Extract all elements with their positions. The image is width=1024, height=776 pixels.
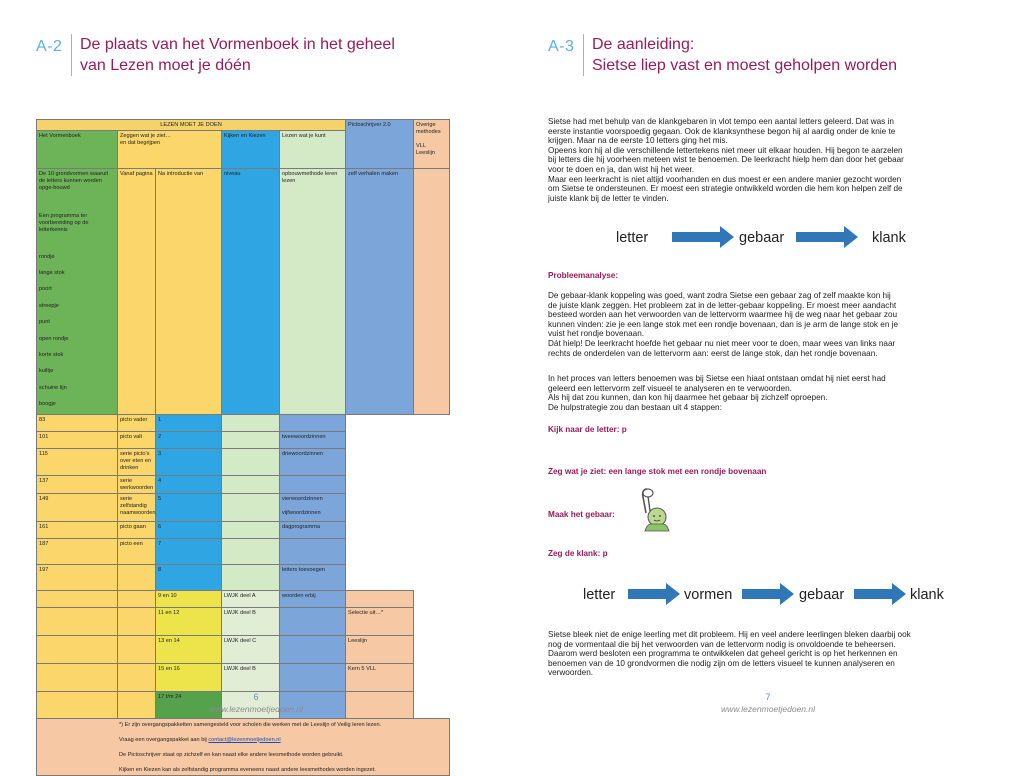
arrow-icon (628, 583, 680, 605)
text-line: Sietse had met behulp van de klankgebaren in vlot tempo een aantal letters geleerd. Dat was in (548, 117, 894, 126)
page-cell: 83 (37, 415, 118, 432)
text-line: geleerd een lettervorm zelf visueel te analyseren en te verwoorden. (548, 383, 792, 393)
header-divider (71, 34, 72, 76)
vormenboek-column: De 10 grondvormen waaruit de letters kunnen worden opge-bouwd Een programma ter voorbereiding op de letterkennis rondje lange stok poort streepje punt open rondje korte stok kuiltje schuine lijn boogje (37, 169, 118, 415)
page-cell (37, 591, 118, 608)
left-page (0, 0, 512, 773)
step-4: Zeg de klank: p (548, 549, 608, 558)
lwjk-cell (222, 522, 280, 539)
lwjk-cell: LWJK deel C (222, 636, 280, 664)
picto-cell: vierwoordzinnen vijfwoordzinnen (280, 494, 346, 522)
lwjk-cell: LWJK deel B (222, 664, 280, 692)
page-cell: 149 (37, 494, 118, 522)
picto-cell: driewoordzinnen (280, 449, 346, 476)
page-cell: 137 (37, 476, 118, 494)
picto-cell: letters toevoegen (280, 565, 346, 591)
lwjk-cell: LWJK deel A (222, 591, 280, 608)
table-row (37, 608, 450, 636)
flow1-letter: letter (616, 230, 649, 246)
page-cell: 197 (37, 565, 118, 591)
text-line: Maar een leerkracht is niet altijd voorhanden en dus moest er een andere manier gezocht worden (548, 174, 902, 184)
flow2-letter: letter (583, 587, 616, 603)
website-footer: www.lezenmoetjedoen.nl (720, 704, 816, 714)
overige-cell: Leeslijn (346, 636, 414, 664)
section-number: A-3 (548, 38, 575, 55)
text-line: Sietse bleek niet de enige leerling met dit probleem. Hij en veel andere leerlingen bleken daarbij ook (548, 630, 911, 639)
probleem-heading: Probleemanalyse: (548, 271, 619, 280)
niveau-cell: 8 (156, 565, 222, 591)
arrow-icon (796, 226, 858, 248)
col-header-lezen: Lezen wat je kunt (280, 131, 346, 169)
subheader-vanaf: Vanaf pagina (118, 169, 156, 415)
step-3: Maak het gebaar: (548, 510, 615, 519)
intro-cell: serie picto’s over eten en drinken (118, 449, 156, 476)
niveau-cell: 7 (156, 539, 222, 565)
table-row (37, 591, 450, 608)
pictoschrijver-header: Pictoschrijver 2.0 (346, 120, 414, 169)
text-line: Dát hielp! De leerkracht hoefde het gebaar nu niet meer voor te doen, maar wees van links naar (548, 338, 896, 348)
overige-cell (346, 692, 414, 719)
picto-cell (280, 476, 346, 494)
flow2-vormen: vormen (684, 587, 733, 603)
text-line: nog de vormentaal die bij het verwoorden van de lettervorm nodig is onvoldoende te beheersen. (548, 639, 896, 649)
page-cell: 187 (37, 539, 118, 565)
intro-cell (118, 608, 156, 636)
table-row (37, 432, 450, 449)
niveau-cell: 5 (156, 494, 222, 522)
page-cell: 161 (37, 522, 118, 539)
gesture-figure-icon (637, 487, 673, 531)
title-line-1: De aanleiding: (592, 36, 695, 53)
text-line: krijgen. Maar na de eerste 10 letters ging het mis. (548, 136, 728, 146)
col-header-zeggen: Zeggen wat je ziet… en dat begrijpen (118, 131, 222, 169)
table-row (37, 415, 450, 432)
picto-cell (280, 608, 346, 636)
flow-diagram-2 (580, 580, 960, 610)
right-page (512, 0, 1024, 724)
overige-cell: Kern 5 VLL (346, 664, 414, 692)
picto-cell (280, 636, 346, 664)
flow1-klank: klank (872, 230, 906, 246)
text-line: juiste klank bij de letter te vinden. (548, 193, 669, 203)
text-line: bij letters die hij voorheen meteen wist te benoemen. De leerkracht hielp hem dan door het gebaar (548, 155, 904, 165)
picto-cell (280, 539, 346, 565)
niveau-cell: 11 en 12 (156, 608, 222, 636)
table-row (37, 449, 450, 476)
text-line: de juiste klank zeggen. Het probleem zat in de letter-gebaar koppeling. Er moest meer aandacht (548, 300, 897, 310)
intro-cell (118, 664, 156, 692)
text-line: besteed worden aan het verwoorden van de lettervorm waarmee hij de weg naar het gebaar zou (548, 310, 898, 320)
intro-cell: serie werkwoorden (118, 476, 156, 494)
niveau-cell: 6 (156, 522, 222, 539)
program-overview-table (36, 119, 450, 776)
section-number: A-2 (36, 38, 63, 55)
footnote-3: De Pictoschrijver staat op zichzelf en kan naast elke andere leesmethode worden gebruikt. (119, 751, 344, 758)
text-line: Daarom werd besloten een programma te ontwikkelen dat geheel gericht is op het herkennen en (548, 649, 898, 659)
text-line: kunnen vinden: zie je een lange stok met een rondje bovenaan, dan is je arm de lange stok en je (548, 319, 899, 329)
intro-cell (118, 565, 156, 591)
page-cell (37, 608, 118, 636)
page-title (592, 34, 897, 76)
intro-cell (118, 591, 156, 608)
subheader-opbouw: opbouwmethode leren lezen (280, 169, 346, 415)
col-header-kijken: Kijken en Kiezen (222, 131, 280, 169)
overige-cell: Selectie uit…* (346, 608, 414, 636)
intro-paragraph (548, 117, 988, 203)
text-line: benoemen van de 10 grondvormen die nodig zijn om de letters visueel te kunnen analyseren en (548, 658, 895, 668)
text-line: vuist het rondje bovenaan. (548, 329, 645, 339)
intro-cell: picto valt (118, 432, 156, 449)
overige-empty (414, 169, 450, 415)
lwjk-cell (222, 494, 280, 522)
table-row (37, 664, 450, 692)
page-cell (37, 692, 118, 719)
lwjk-cell: LWJK deel B (222, 608, 280, 636)
niveau-cell: 9 en 10 (156, 591, 222, 608)
flow-diagram-1 (610, 223, 906, 253)
lwjk-cell (222, 565, 280, 591)
niveau-cell: 4 (156, 476, 222, 494)
probleem-paragraph (548, 291, 988, 358)
flow2-klank: klank (910, 587, 944, 603)
header-divider (583, 34, 584, 76)
text-line: Als hij dat zou kunnen, dan kon hij daarmee het gebaar bij zichzelf oproepen. (548, 393, 828, 403)
intro-cell: picto een (118, 539, 156, 565)
table-row (37, 636, 450, 664)
footnote-4: Kijken en Kiezen kan als zelfstandig programma eveneens naast andere leesmethodes worden ingezet. (119, 766, 376, 773)
flow2-gebaar: gebaar (799, 587, 845, 603)
subheader-niveau: niveau (222, 169, 280, 415)
lwjk-cell (222, 432, 280, 449)
table-row (37, 476, 450, 494)
niveau-cell: 17 t/m 24 (156, 692, 222, 719)
title-line-1: De plaats van het Vormenboek in het geheel (80, 36, 395, 53)
page-cell (37, 664, 118, 692)
niveau-cell: 13 en 14 (156, 636, 222, 664)
text-line: In het proces van letters benoemen was bij Sietse een hiaat ontstaan omdat hij niet eerst had (548, 374, 886, 383)
text-line: eerste instantie voorspoedig gegaan. Ook de klanksynthese begon hij al aardig onder de knie te (548, 126, 896, 136)
title-line-2: Sietse liep vast en moest geholpen worden (592, 57, 898, 74)
footnote-2: Vraag een overgangspakket aan bij contact@lezenmoetjedoen.nl (119, 736, 281, 743)
niveau-cell: 1 (156, 415, 222, 432)
text-line: voor te doen en ja, dan wist hij het weer. (548, 164, 695, 174)
overige-header: Overige methodes VLL Leeslijn (414, 120, 450, 169)
table-row (37, 522, 450, 539)
group-header: LEZEN MOET JE DOEN (37, 120, 346, 131)
website-footer: www.lezenmoetjedoen.nl (208, 704, 304, 714)
closing-paragraph (548, 630, 988, 678)
picto-cell: woorden erbij (280, 591, 346, 608)
lwjk-cell (222, 476, 280, 494)
page-number: 6 (253, 692, 259, 702)
title-line-2: van Lezen moet je dóén (80, 57, 251, 74)
picto-cell (280, 415, 346, 432)
subheader-introductie: Na introductie van (156, 169, 222, 415)
table-row (37, 539, 450, 565)
text-line: om Sietse te ondersteunen. Er moest een strategie ontwikkeld worden die hem kon helpen zelf de (548, 184, 903, 194)
step-2: Zeg wat je ziet: een lange stok met een rondje bovenaan (548, 467, 767, 476)
intro-cell: picto vader (118, 415, 156, 432)
lwjk-cell (222, 415, 280, 432)
picto-cell (280, 664, 346, 692)
text-line: Opeens kon hij al die verschillende lettertekens niet meer uit elkaar houden. Hij begon te aarzelen (548, 145, 903, 155)
text-line: rechts de onderdelen van de lettervorm aan: eerst de lange stok, dan het rondje bovenaan. (548, 348, 878, 358)
page-cell (37, 636, 118, 664)
intro-cell (118, 636, 156, 664)
page-cell: 101 (37, 432, 118, 449)
page-title (80, 34, 395, 76)
contact-email-link[interactable]: contact@lezenmoetjedoen.nl (208, 736, 281, 743)
text-line: De gebaar-klank koppeling was goed, want zodra Sietse een gebaar zag of zelf maakte kon hij (548, 291, 891, 300)
arrow-icon (672, 226, 734, 248)
page-cell: 115 (37, 449, 118, 476)
subheader-picto: zelf verhalen maken (346, 169, 414, 415)
table-row (37, 565, 450, 591)
footnotes (37, 719, 450, 776)
flow1-gebaar: gebaar (739, 230, 785, 246)
lwjk-cell (222, 449, 280, 476)
proces-paragraph (548, 374, 988, 412)
col-header-vormenboek: Het Vormenboek (37, 131, 118, 169)
step-1: Kijk naar de letter: p (548, 425, 627, 434)
table-row (37, 494, 450, 522)
footnote-1: *) Er zijn overgangspakketten samengesteld voor scholen die werken met de Leeslijn of Veilig leren lezen. (119, 721, 382, 728)
intro-cell: picto gaan (118, 522, 156, 539)
intro-cell (118, 692, 156, 719)
overige-cell (346, 591, 414, 608)
text-line: De hulpstrategie zou dan bestaan uit 4 stappen: (548, 402, 722, 412)
lwjk-cell (222, 539, 280, 565)
niveau-cell: 3 (156, 449, 222, 476)
arrow-icon (854, 583, 906, 605)
page-number: 7 (765, 692, 771, 702)
arrow-icon (742, 583, 794, 605)
niveau-cell: 2 (156, 432, 222, 449)
text-line: verwoorden. (548, 668, 594, 678)
intro-cell: serie zelfstandig naamwoorden (118, 494, 156, 522)
niveau-cell: 15 en 16 (156, 664, 222, 692)
picto-cell: dagprogramma (280, 522, 346, 539)
picto-cell: tweewoordzinnen (280, 432, 346, 449)
